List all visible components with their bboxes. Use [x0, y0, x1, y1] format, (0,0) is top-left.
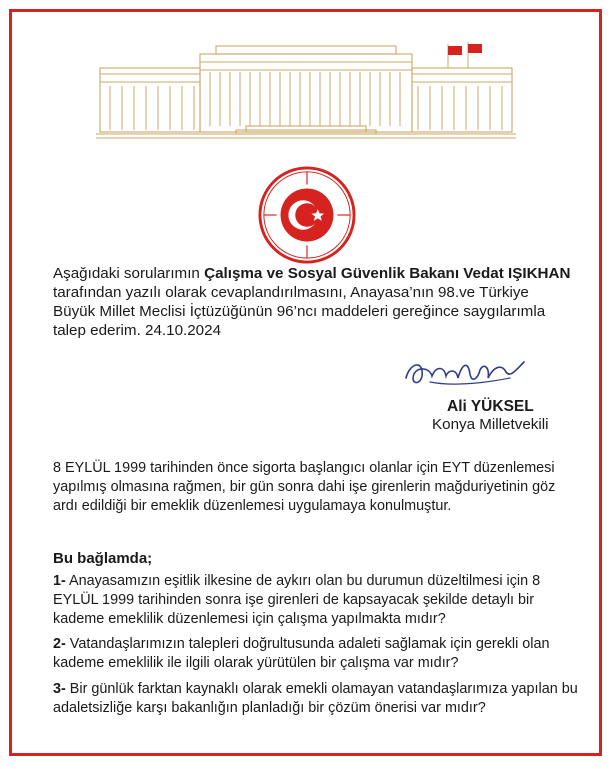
flag-icons [448, 42, 482, 68]
handwritten-signature [400, 348, 530, 396]
question-number: 1- [53, 573, 66, 589]
request-post: tarafından yazılı olarak cevaplandırılmasını, Anayasa’nın 98.ve Türkiye Büyük Millet Meclisi İçtüzüğünün 96’ncı maddeleri gereğince saygılarımla talep ederim. 24.10.2024 [53, 284, 546, 339]
request-pre: Aşağıdaki sorularımın [53, 265, 205, 282]
question-3 [53, 680, 578, 718]
signatory-first-name: Ali [447, 398, 467, 415]
question-2 [53, 635, 578, 673]
signatory-title: Konya Milletvekili [432, 416, 549, 433]
tbmm-seal-logo [258, 166, 356, 264]
parliament-building-logo [96, 42, 516, 142]
question-text: Bir günlük farktan kaynaklı olarak emekli olamayan vatandaşlarımıza yapılan bu adaletsizliğe karşı bakanlığın planladığı bir çözüm önerisi var mıdır? [53, 681, 578, 716]
intro-paragraph: 8 EYLÜL 1999 tarihinden önce sigorta başlangıcı olanlar için EYT düzenlemesi yapılmış olmasına rağmen, bir gün sonra dahi işe girenlerin mağduriyetinin göz ardı edildiği bir emeklik düzenlemesi uygulamaya konulmuştur. [53, 460, 556, 514]
question-1 [53, 572, 578, 629]
request-paragraph [53, 264, 573, 340]
minister-name: Çalışma ve Sosyal Güvenlik Bakanı Vedat IŞIKHAN [204, 265, 571, 282]
question-text: Anayasamızın eşitlik ilkesine de aykırı olan bu durumun düzeltilmesi için 8 EYLÜL 1999 tarihinden sonra işe girenleri de kapsayacak şekilde detaylı bir kademe emeklilik düzenlemesi için çalışma yapılmakta mıdır? [53, 573, 541, 627]
question-number: 2- [53, 636, 66, 652]
section-title: Bu bağlamda; [53, 550, 153, 567]
question-text: Vatandaşlarımızın talepleri doğrultusunda adaleti sağlamak için gerekli olan kademe emeklilik ile ilgili olarak yürütülen bir çalışma var mıdır? [53, 636, 550, 671]
signatory-last-name: YÜKSEL [470, 398, 534, 415]
question-number: 3- [53, 681, 66, 697]
signatory-name [447, 398, 534, 416]
